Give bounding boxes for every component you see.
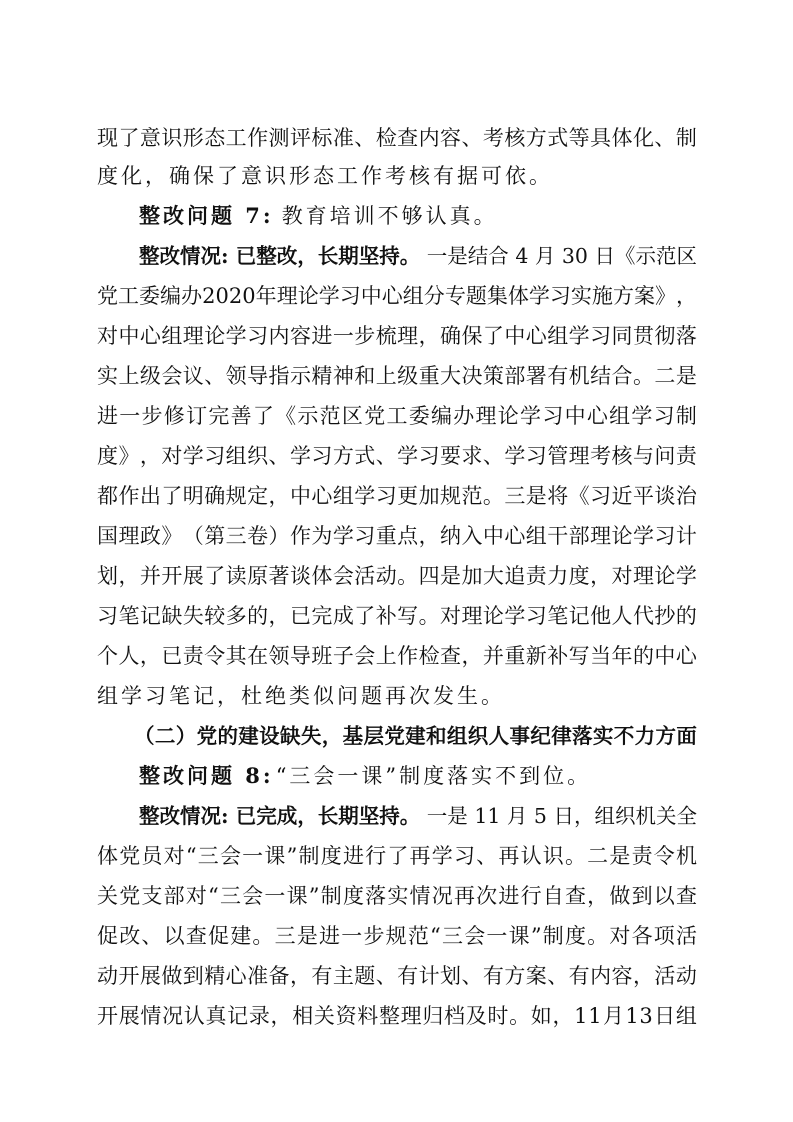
issue-label: 整改问题 7: <box>139 203 274 228</box>
issue-text: 教育培训不够认真。 <box>281 204 498 228</box>
text-line-content: 习 笔 记 缺 失 较 多 的 ， 已 完 成 了 补 写 。 对 理 论 学 习 笔 记 他 人 代 抄 的 <box>97 604 697 628</box>
text-line-content: 动 开 展 做 到 精 心 准 备 ， 有 主 题 、 有 计 划 、 有 方 案 、 有 内 容 ， 活 动 <box>97 964 697 988</box>
text-line <box>97 838 697 874</box>
text-line-content: 党 工 委 编 办 2 0 2 0 年 理 论 学 习 中 心 组 分 专 题 集 体 学 习 实 施 方 案 》 ， <box>97 284 697 308</box>
issue-7 <box>139 198 697 234</box>
text-line <box>97 598 697 634</box>
text-line <box>97 120 697 156</box>
issue-text: “三会一课”制度落实不到位。 <box>275 764 592 788</box>
text-line-content: 都 作 出 了 明 确 规 定 ， 中 心 组 学 习 更 加 规 范 。 三 是 将 《 习 近 平 谈 治 <box>97 484 697 508</box>
text-line-content: 开 展 情 况 认 真 记 录 ， 相 关 资 料 整 理 归 档 及 时 。 如 ， 1 1 月 1 3 日 组 <box>97 1004 697 1028</box>
text-line <box>97 158 697 194</box>
text-line <box>97 678 697 714</box>
status-label: 整改情况: 已整改，长期坚持。 <box>139 244 421 268</box>
text-line-content: 关 党 支 部 对 “ 三 会 一 课 ” 制 度 落 实 情 况 再 次 进 行 自 查 ， 做 到 以 查 <box>97 884 697 908</box>
text-line-content: 促 改 、 以 查 促 建 。 三 是 进 一 步 规 范 “ 三 会 一 课 ” 制 度 。 对 各 项 活 <box>97 924 697 948</box>
issue-label: 整改问题 8: <box>139 763 274 788</box>
text-line-content: 一是结合 4 月 30 日《示范区 <box>426 244 697 268</box>
text-line <box>97 278 697 314</box>
text-line-content: 现 了 意 识 形 态 工 作 测 评 标 准 、 检 查 内 容 、 考 核 方 式 等 具 体 化 、 制 <box>97 126 697 150</box>
issue-8 <box>139 758 697 794</box>
text-line-content: 个 人 ， 已 责 令 其 在 领 导 班 子 会 上 作 检 查 ， 并 重 新 补 写 当 年 的 中 心 <box>97 644 697 668</box>
text-line <box>97 358 697 394</box>
text-line-content: 组学习笔记，杜绝类似问题再次发生。 <box>97 684 505 708</box>
text-line <box>97 438 697 474</box>
text-line-content: 国 理 政 》 （ 第 三 卷 ） 作 为 学 习 重 点 ， 纳 入 中 心 组 干 部 理 论 学 习 计 <box>97 524 697 548</box>
text-line-content: 度 》 ， 对 学 习 组 织 、 学 习 方 式 、 学 习 要 求 、 学 习 管 理 考 核 与 问 责 <box>97 444 697 468</box>
text-line <box>97 958 697 994</box>
section-heading-text: （ 二 ） 党 的 建 设 缺 失 ， 基 层 党 建 和 组 织 人 事 纪 律 落 实 不 力 方 面 <box>134 724 697 748</box>
text-line <box>97 318 697 354</box>
status-8-first-line <box>139 798 697 834</box>
text-line <box>97 638 697 674</box>
text-line-content: 度化，确保了意识形态工作考核有据可依。 <box>97 164 553 188</box>
section-heading <box>134 718 697 754</box>
text-line-content: 进 一 步 修 订 完 善 了 《 示 范 区 党 工 委 编 办 理 论 学 习 中 心 组 学 习 制 <box>97 404 697 428</box>
text-line <box>97 398 697 434</box>
text-line <box>97 478 697 514</box>
text-line <box>97 558 697 594</box>
text-line-content: 划 ， 并 开 展 了 读 原 著 谈 体 会 活 动 。 四 是 加 大 追 责 力 度 ， 对 理 论 学 <box>97 564 697 588</box>
text-line-content: 对 中 心 组 理 论 学 习 内 容 进 一 步 梳 理 ， 确 保 了 中 心 组 学 习 同 贯 彻 落 <box>97 324 697 348</box>
text-line-content: 一是 11 月 5 日，组织机关全 <box>426 804 697 828</box>
status-7-first-line <box>139 238 697 274</box>
text-line-content: 体 党 员 对 “ 三 会 一 课 ” 制 度 进 行 了 再 学 习 、 再 认 识 。 二 是 责 令 机 <box>97 844 697 868</box>
status-label: 整改情况: 已完成，长期坚持。 <box>139 804 421 828</box>
text-line-content: 实 上 级 会 议 、 领 导 指 示 精 神 和 上 级 重 大 决 策 部 署 有 机 结 合 。 二 是 <box>97 364 697 388</box>
text-line <box>97 878 697 914</box>
text-line <box>97 518 697 554</box>
text-line <box>97 918 697 954</box>
text-line <box>97 998 697 1034</box>
